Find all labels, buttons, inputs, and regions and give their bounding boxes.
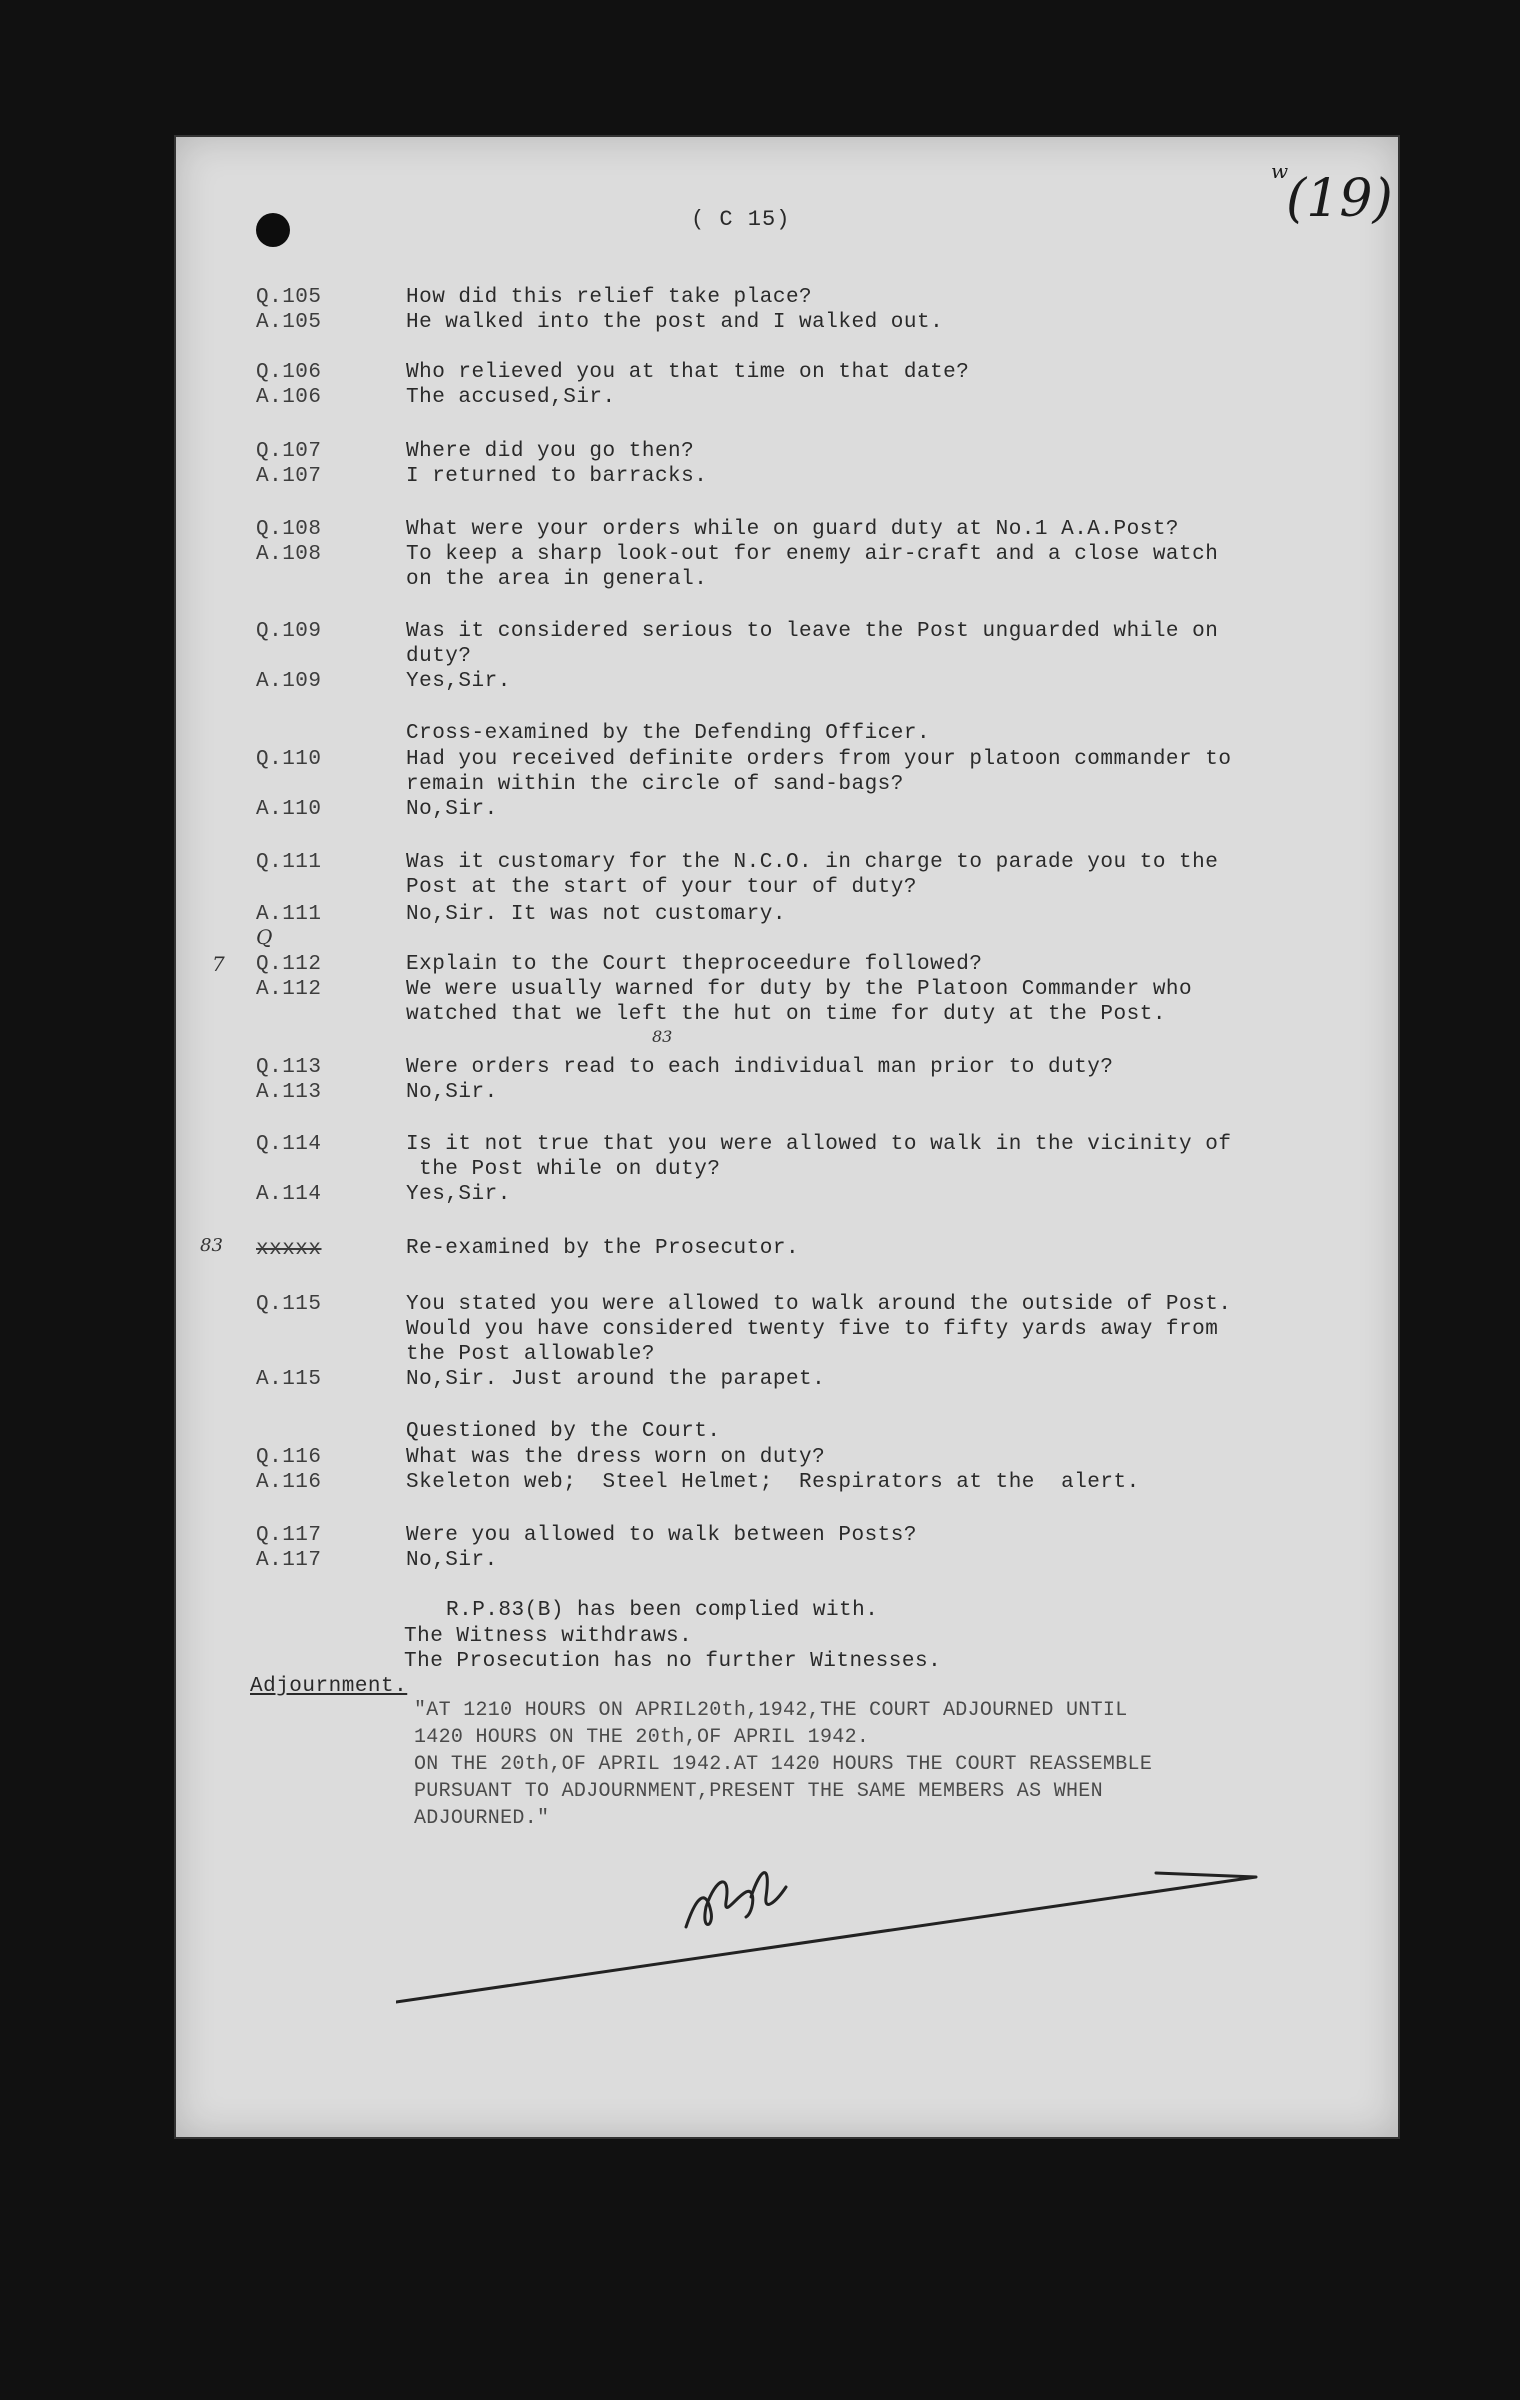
entry-code: A.106 bbox=[256, 386, 322, 409]
section-heading: Re-examined by the Prosecutor. bbox=[406, 1237, 800, 1260]
entry-code: Q.108 bbox=[256, 518, 322, 541]
entry-code: Q.110 bbox=[256, 748, 322, 771]
entry-text: Yes,Sir. bbox=[406, 670, 511, 693]
entry-text: He walked into the post and I walked out. bbox=[406, 311, 944, 334]
entry-code: Q.106 bbox=[256, 361, 322, 384]
document-page bbox=[176, 137, 1398, 2137]
entry-text: Is it not true that you were allowed to walk in the vicinity of the Post while on duty? bbox=[406, 1133, 1232, 1181]
adjournment-label: Adjournment. bbox=[250, 1675, 408, 1698]
entry-code: Q.109 bbox=[256, 620, 322, 643]
handwritten-initials: 83 bbox=[652, 1027, 673, 1046]
entry-code: A.111 bbox=[256, 903, 322, 926]
punch-hole bbox=[256, 213, 290, 247]
page-number: ( C 15) bbox=[691, 207, 791, 232]
entry-text: Was it considered serious to leave the Post unguarded while on duty? bbox=[406, 620, 1219, 668]
entry-code: A.117 bbox=[256, 1549, 322, 1572]
entry-text: What was the dress worn on duty? bbox=[406, 1446, 826, 1469]
entry-text: No,Sir. Just around the parapet. bbox=[406, 1368, 826, 1391]
entry-code: Q.107 bbox=[256, 440, 322, 463]
entry-code: A.108 bbox=[256, 543, 322, 566]
entry-text: Who relieved you at that time on that date? bbox=[406, 361, 970, 384]
entry-code: Q.112 bbox=[256, 953, 322, 976]
entry-code: A.113 bbox=[256, 1081, 322, 1104]
entry-code: Q.117 bbox=[256, 1524, 322, 1547]
entry-code: A.110 bbox=[256, 798, 322, 821]
entry-text: Were orders read to each individual man prior to duty? bbox=[406, 1056, 1114, 1079]
entry-code: Q.105 bbox=[256, 286, 322, 309]
entry-text: The accused,Sir. bbox=[406, 386, 616, 409]
entry-text: Had you received definite orders from your platoon commander to remain within the circle of sand-bags? bbox=[406, 748, 1232, 796]
entry-code: A.109 bbox=[256, 670, 322, 693]
entry-text: Was it customary for the N.C.O. in charge to parade you to the Post at the start of your tour of duty? bbox=[406, 851, 1219, 899]
entry-text: We were usually warned for duty by the Platoon Commander who watched that we left the hut on time for duty at the Post. bbox=[406, 978, 1193, 1026]
entry-code: A.112 bbox=[256, 978, 322, 1001]
handwritten-insert: Q bbox=[256, 925, 273, 949]
entry-code: A.116 bbox=[256, 1471, 322, 1494]
struck-code: xxxxx bbox=[256, 1238, 322, 1261]
handwritten-initials: 83 bbox=[200, 1235, 223, 1256]
entry-code: A.114 bbox=[256, 1183, 322, 1206]
entry-code: Q.113 bbox=[256, 1056, 322, 1079]
entry-code: Q.115 bbox=[256, 1293, 322, 1316]
entry-text: Explain to the Court theproceedure followed? bbox=[406, 953, 983, 976]
entry-text: How did this relief take place? bbox=[406, 286, 813, 309]
entry-text: No,Sir. bbox=[406, 1081, 498, 1104]
entry-text: I returned to barracks. bbox=[406, 465, 708, 488]
section-heading: Cross-examined by the Defending Officer. bbox=[406, 722, 931, 745]
entry-code: A.107 bbox=[256, 465, 322, 488]
compliance-note: R.P.83(B) has been complied with. bbox=[446, 1599, 879, 1622]
entry-text: No,Sir. It was not customary. bbox=[406, 903, 786, 926]
entry-text: Yes,Sir. bbox=[406, 1183, 511, 1206]
entry-text: What were your orders while on guard duty at No.1 A.A.Post? bbox=[406, 518, 1180, 541]
handwritten-mark: 7 bbox=[212, 952, 225, 976]
entry-code: Q.111 bbox=[256, 851, 322, 874]
section-heading: Questioned by the Court. bbox=[406, 1420, 721, 1443]
entry-code: Q.116 bbox=[256, 1446, 322, 1469]
entry-text: No,Sir. bbox=[406, 798, 498, 821]
entry-text: Were you allowed to walk between Posts? bbox=[406, 1524, 917, 1547]
adjournment-text: "AT 1210 HOURS ON APRIL20th,1942,THE COURT ADJOURNED UNTIL 1420 HOURS ON THE 20th,OF APRIL 1942. ON THE 20th,OF APRIL 1942.AT 1420 HOURS THE COURT REASSEMBLE PURSUANT TO ADJOURNMENT,PRESENT THE SAME MEMBERS AS WHEN ADJOURNED." bbox=[414, 1699, 1153, 1830]
entry-text: Skeleton web; Steel Helmet; Respirators at the alert. bbox=[406, 1471, 1140, 1494]
entry-code: A.105 bbox=[256, 311, 322, 334]
entry-text: Where did you go then? bbox=[406, 440, 695, 463]
entry-text: You stated you were allowed to walk around the outside of Post. Would you have considered twenty five to fifty yards away from the Post allowable? bbox=[406, 1293, 1232, 1366]
entry-text: No,Sir. bbox=[406, 1549, 498, 1572]
signature-line bbox=[396, 1867, 1276, 2007]
witness-withdraws: The Witness withdraws. bbox=[404, 1625, 693, 1648]
entry-code: Q.114 bbox=[256, 1133, 322, 1156]
entry-code: A.115 bbox=[256, 1368, 322, 1391]
entry-text: To keep a sharp look-out for enemy air-craft and a close watch on the area in general. bbox=[406, 543, 1219, 591]
folio-number: (19) bbox=[1286, 169, 1393, 229]
folio-mark: w bbox=[1271, 159, 1289, 183]
prosecution-note: The Prosecution has no further Witnesses. bbox=[404, 1650, 942, 1673]
